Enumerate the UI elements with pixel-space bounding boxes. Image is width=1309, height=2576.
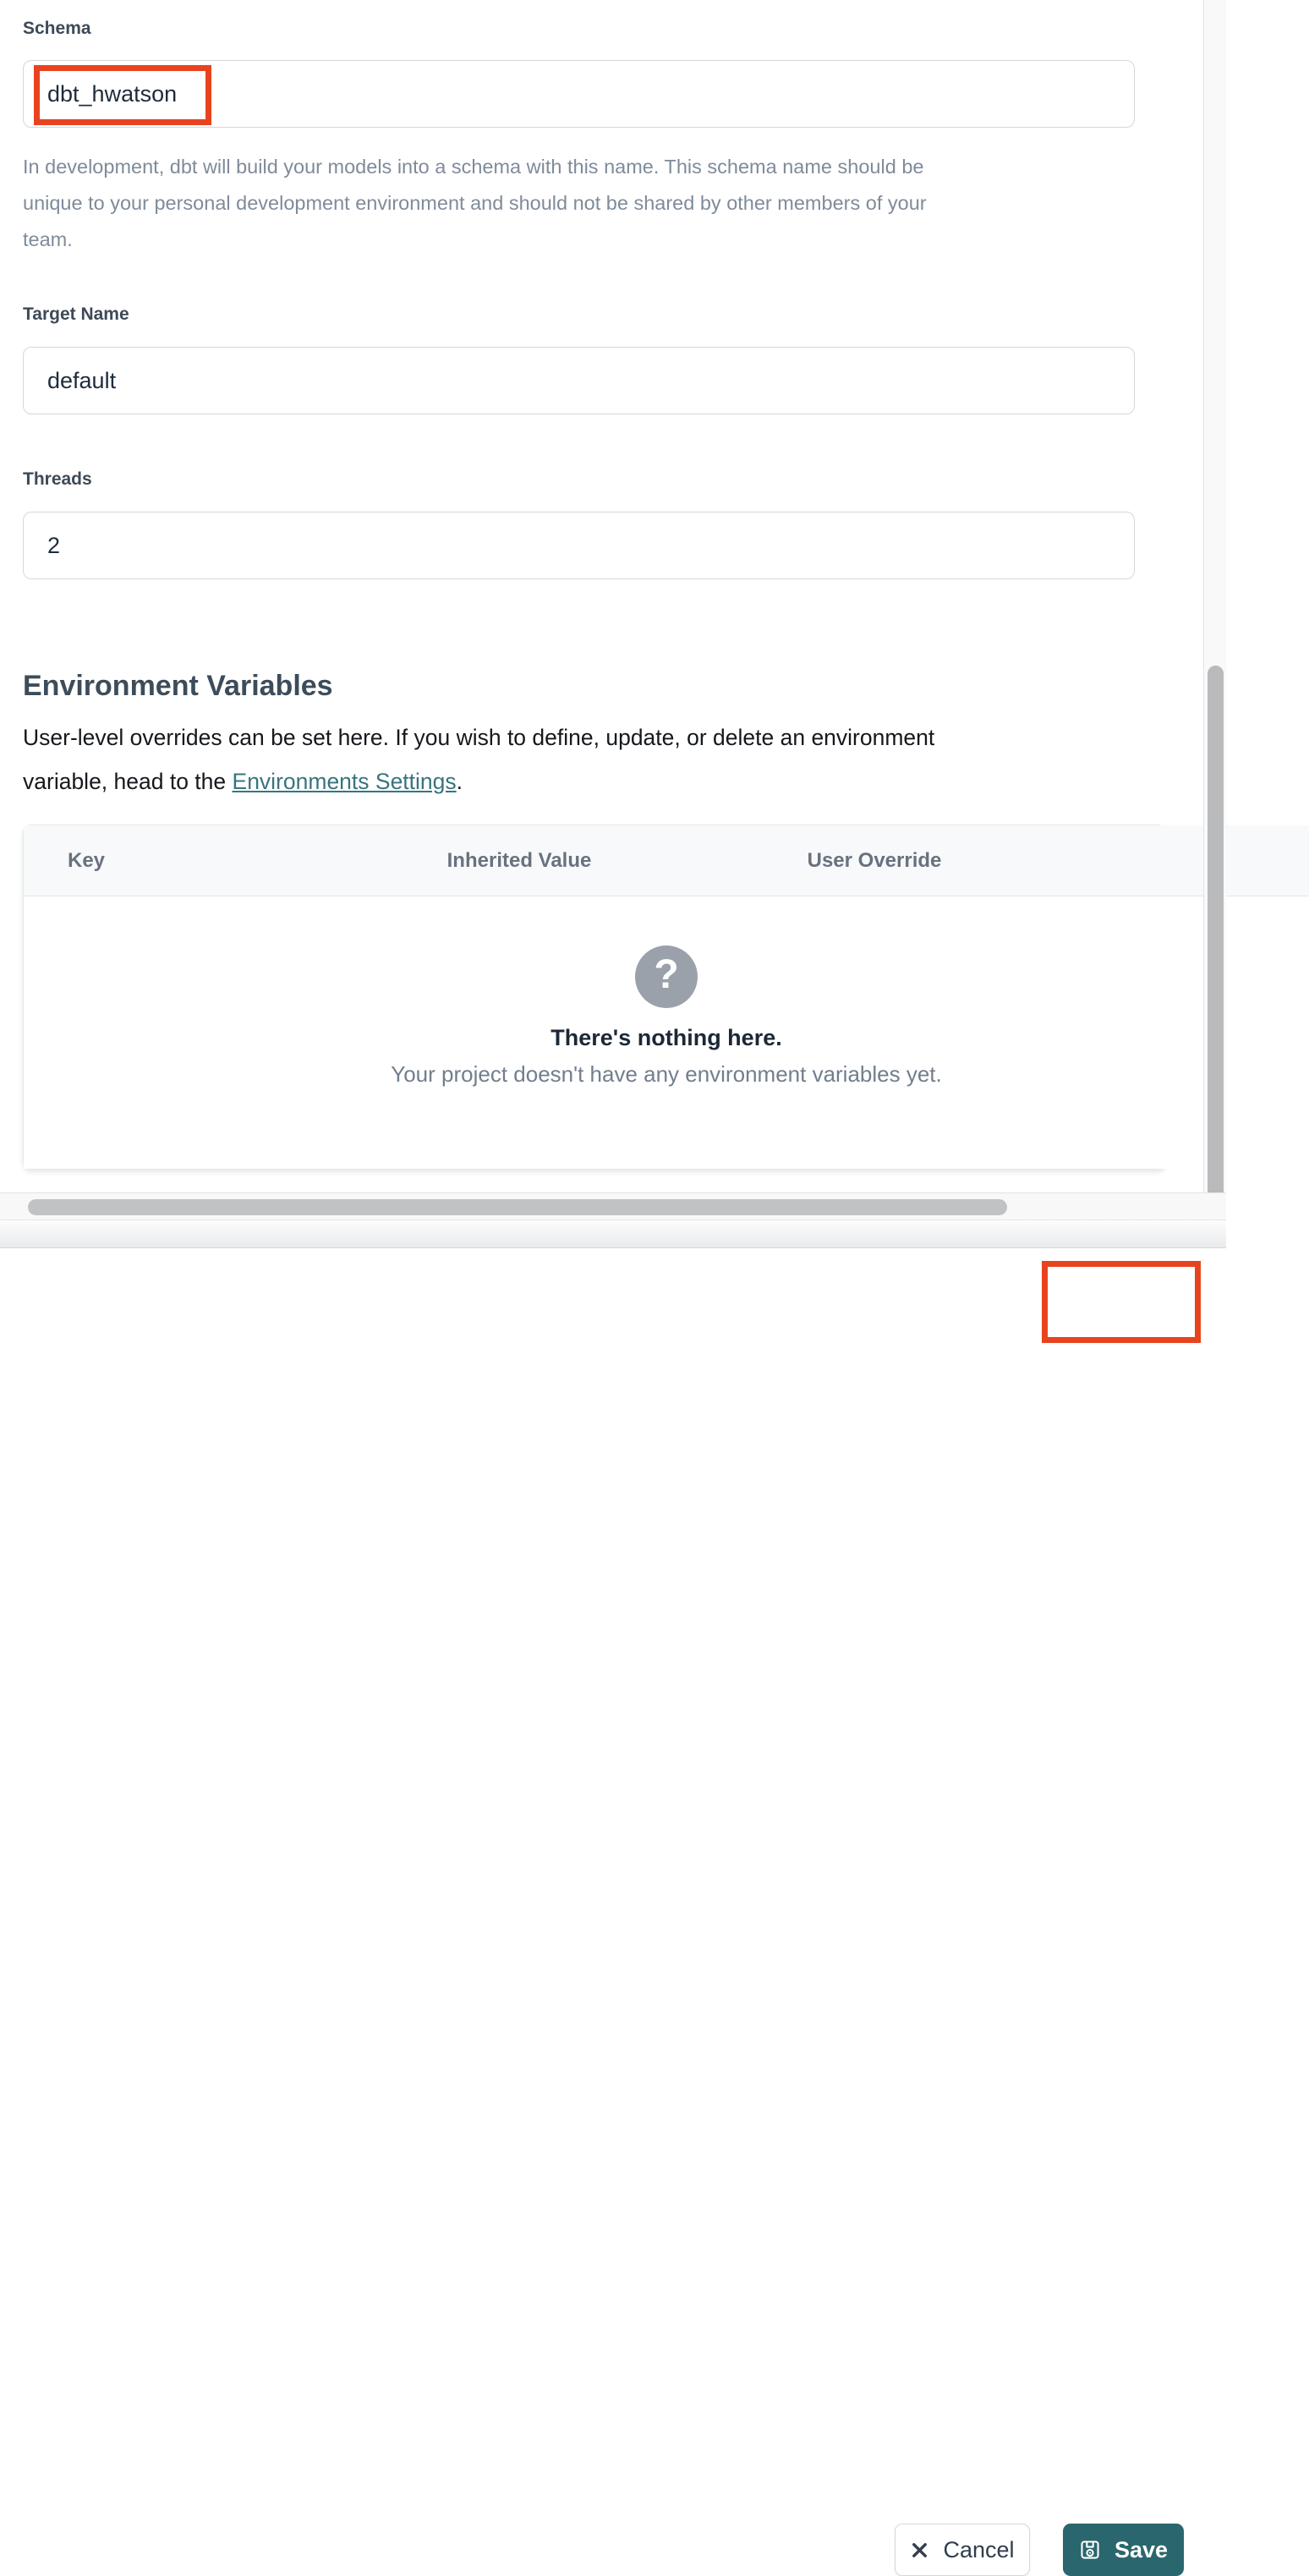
vertical-scrollbar-track[interactable] — [1203, 0, 1226, 1248]
save-button[interactable]: Save — [1063, 2524, 1184, 2576]
schema-label: Schema — [23, 19, 91, 38]
schema-help-text: In development, dbt will build your models into a schema with this name. This schema name should be unique to your personal development environment and should not be shared by other members of your team. — [23, 156, 927, 250]
question-circle-icon: ? — [635, 945, 698, 1008]
threads-label: Threads — [23, 469, 92, 489]
annotation-box-save-button — [1042, 1261, 1201, 1343]
horizontal-scrollbar-track[interactable] — [0, 1192, 1226, 1220]
environment-variables-description: User-level overrides can be set here. If you wish to define, update, or delete an environment variable, head to the Environments Settings. — [23, 725, 935, 794]
column-header-user-override: User Override — [807, 848, 942, 872]
empty-state — [24, 896, 1309, 1088]
column-header-inherited-value: Inherited Value — [446, 848, 592, 872]
footer-shadow-strip — [0, 1220, 1226, 1248]
annotation-box-schema-value — [34, 65, 211, 125]
environments-settings-link[interactable]: Environments Settings — [232, 769, 457, 794]
horizontal-scrollbar-thumb[interactable] — [28, 1199, 1007, 1215]
empty-state-title: There's nothing here. — [550, 1025, 782, 1050]
empty-state-subtitle: Your project doesn't have any environment variables yet. — [391, 1061, 942, 1087]
target-name-input[interactable] — [23, 347, 1135, 414]
column-header-key: Key — [68, 848, 106, 872]
target-name-label: Target Name — [23, 304, 129, 324]
threads-input[interactable] — [23, 512, 1135, 579]
environment-variables-heading: Environment Variables — [23, 670, 333, 702]
save-floppy-icon — [1079, 2539, 1101, 2561]
x-icon — [910, 2540, 929, 2560]
env-vars-table — [23, 825, 1166, 1170]
env-vars-table-body — [24, 896, 1309, 1169]
cancel-button[interactable]: Cancel — [895, 2524, 1030, 2576]
env-vars-table-header — [24, 825, 1309, 896]
vertical-scrollbar-thumb[interactable] — [1208, 666, 1224, 1244]
